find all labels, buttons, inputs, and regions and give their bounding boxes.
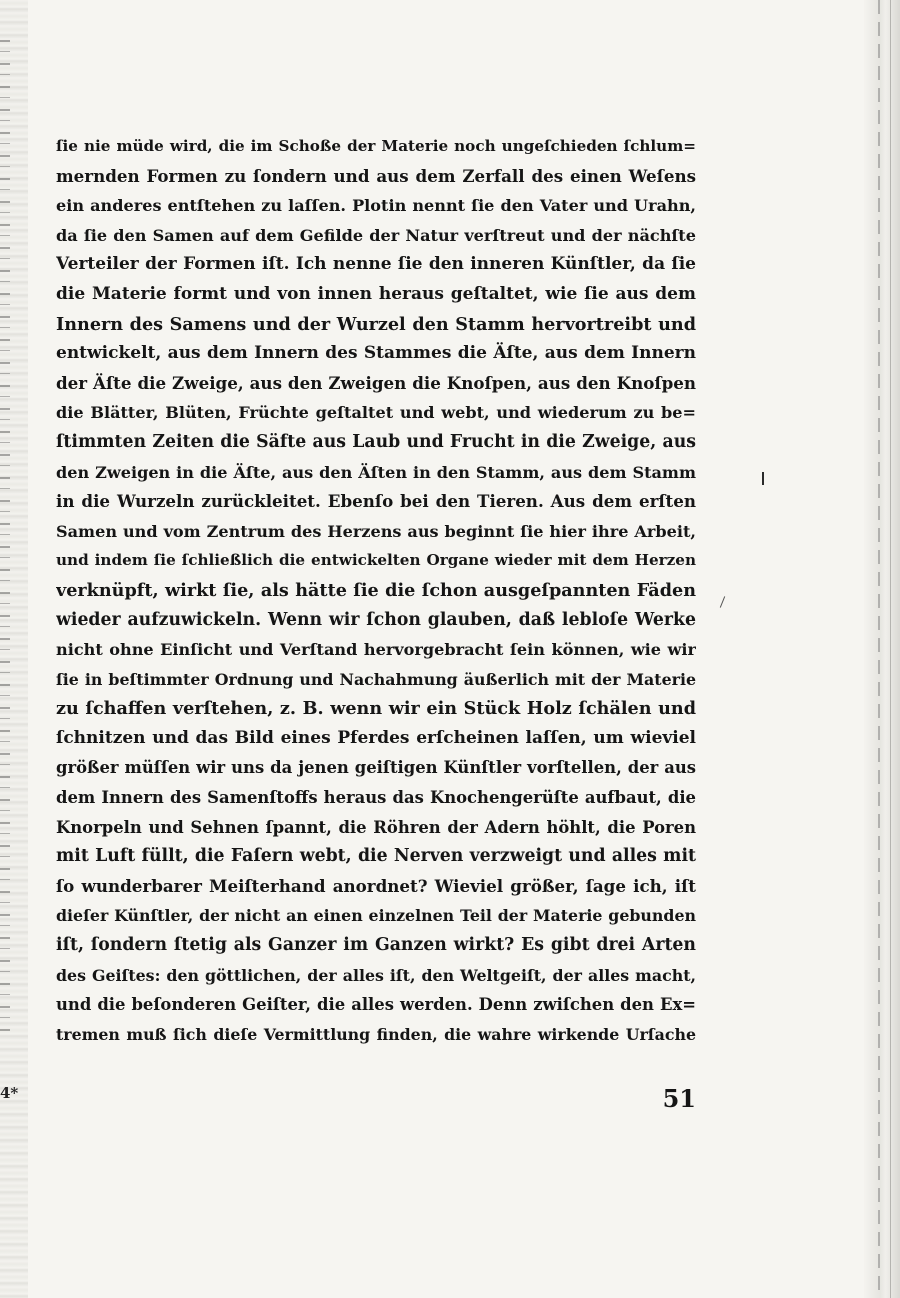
text-line: den Zweigen in die Äſte, aus den Äſten in den Stamm, aus dem Stamm	[56, 462, 696, 482]
body-text	[56, 132, 696, 1049]
text-line: und die beſonderen Geiſter, die alles werden. Denn zwiſchen den Ex=	[56, 995, 696, 1015]
text-line: mit Luft füllt, die Faſern webt, die Nerven verzweigt und alles mit	[56, 846, 696, 867]
text-line: die Blätter, Blüten, Früchte geſtaltet und webt, und wiederum zu be=	[56, 403, 696, 423]
page-number: 51	[662, 1084, 696, 1113]
text-line: ein anderes entſtehen zu laſſen. Plotin nennt ſie den Vater und Urahn,	[56, 196, 696, 216]
text-line: ſchnitzen und das Bild eines Pferdes erſcheinen laſſen, um wieviel	[56, 727, 696, 748]
text-line: wieder aufzuwickeln. Wenn wir ſchon glauben, daß lebloſe Werke	[56, 609, 696, 630]
text-line: da ſie den Samen auf dem Gefilde der Natur verſtreut und der nächſte	[56, 225, 696, 245]
text-line: zu ſchaffen verſtehen, z. B. wenn wir ein Stück Holz ſchälen und	[56, 698, 696, 720]
text-line: des Geiſtes: den göttlichen, der alles iſt, den Weltgeiſt, der alles macht,	[56, 965, 696, 985]
text-line: mernden Formen zu ſondern und aus dem Zerfall des einen Weſens	[56, 165, 696, 186]
text-line: dem Innern des Samenſtoffs heraus das Knochengerüſte aufbaut, die	[56, 788, 696, 808]
text-line: dieſer Künſtler, der nicht an einen einzelnen Teil der Materie gebunden	[56, 906, 696, 926]
scan-speck	[720, 596, 725, 608]
text-line: die Materie formt und von innen heraus geſtaltet, wie ſie aus dem	[56, 283, 696, 304]
text-line: ſie in beſtimmter Ordnung und Nachahmung äußerlich mit der Materie	[56, 669, 696, 689]
scan-speck	[762, 472, 764, 485]
text-line: tremen muß ſich dieſe Vermittlung finden, die wahre wirkende Urſache	[56, 1024, 696, 1044]
text-line: Knorpeln und Sehnen ſpannt, die Röhren der Adern höhlt, die Poren	[56, 817, 696, 837]
text-line: Samen und vom Zentrum des Herzens aus beginnt ſie hier ihre Arbeit,	[56, 521, 696, 541]
text-line: und indem ſie ſchließlich die entwickelten Organe wieder mit dem Herzen	[56, 551, 696, 570]
text-line: entwickelt, aus dem Innern des Stammes die Äſte, aus dem Innern	[56, 343, 696, 364]
text-line: Innern des Samens und der Wurzel den Stamm hervortreibt und	[56, 313, 696, 335]
left-binding-edge	[0, 0, 28, 1298]
text-line: verknüpft, wirkt ſie, als hätte ſie die ſchon ausgeſpannten Fäden	[56, 579, 696, 601]
text-line: der Äſte die Zweige, aus den Zweigen die Knoſpen, aus den Knoſpen	[56, 372, 696, 393]
text-line: größer müſſen wir uns da jenen geiſtigen Künſtler vorſtellen, der aus	[56, 758, 696, 778]
text-line: in die Wurzeln zurückleitet. Ebenſo bei den Tieren. Aus dem erſten	[56, 491, 696, 512]
text-line: nicht ohne Einſicht und Verſtand hervorgebracht ſein können, wie wir	[56, 640, 696, 660]
right-page-edge	[864, 0, 900, 1298]
signature-mark: 4*	[0, 1084, 19, 1102]
text-line: ſie nie müde wird, die im Schoße der Materie noch ungeſchieden ſchlum=	[56, 137, 696, 155]
text-line: iſt, ſondern ſtetig als Ganzer im Ganzen wirkt? Es gibt drei Arten	[56, 935, 696, 956]
text-line: Verteiler der Formen iſt. Ich nenne ſie den inneren Künſtler, da ſie	[56, 254, 696, 275]
text-line: ſo wunderbarer Meiſterhand anordnet? Wieviel größer, ſage ich, iſt	[56, 875, 696, 896]
text-line: ſtimmten Zeiten die Säfte aus Laub und Frucht in die Zweige, aus	[56, 431, 696, 452]
